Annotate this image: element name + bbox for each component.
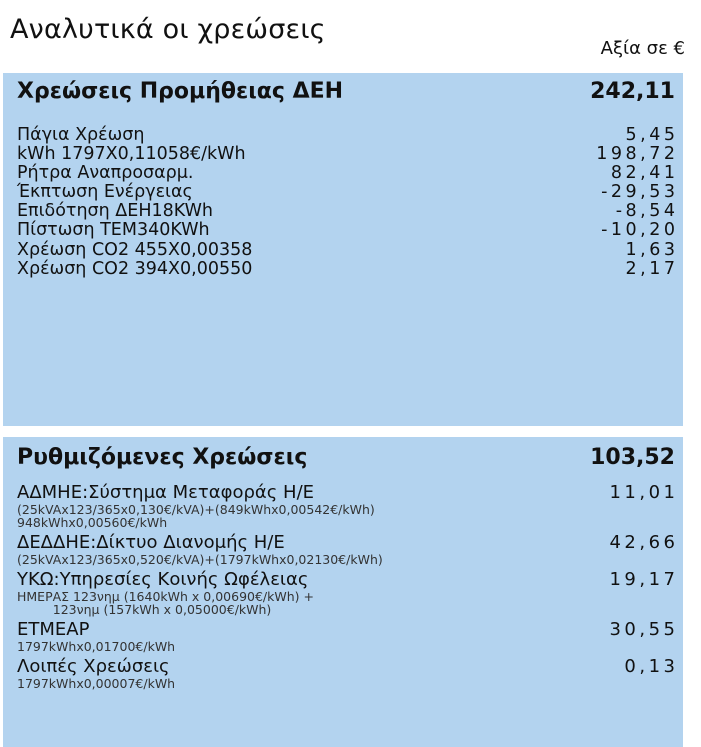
charge-label: kWh 1797X0,11058€/kWh [17, 144, 246, 165]
charge-amount: 82,41 [610, 163, 679, 184]
charge-row [17, 125, 679, 145]
item-label: ΑΔΜΗΕ:Σύστημα Μεταφοράς Η/Ε [17, 482, 315, 503]
regulated-charges-header [17, 445, 675, 470]
charge-label: Πίστωση ΤΕΜ340KWh [17, 220, 210, 241]
regulated-item-admie [17, 482, 679, 530]
charge-label: Χρέωση CO2 455X0,00358 [17, 239, 253, 260]
item-amount: 0,13 [624, 656, 679, 677]
supply-charges-total: 242,11 [590, 79, 675, 104]
charge-row [17, 144, 679, 165]
item-detail: 123νημ (157kWh x 0,05000€/kWh) [17, 602, 272, 617]
item-amount: 30,55 [609, 619, 679, 640]
supply-charges-list [17, 125, 679, 279]
item-detail: ΗΜΕΡΑΣ 123νημ (1640kWh x 0,00690€/kWh) + [17, 589, 314, 604]
supply-charges-header [17, 79, 675, 104]
charge-label: Επιδότηση ΔΕΗ18KWh [17, 201, 214, 222]
charge-row [17, 220, 679, 241]
charge-label: Χρέωση CO2 394X0,00550 [17, 258, 253, 279]
charge-row [17, 239, 679, 260]
item-label: Λοιπές Χρεώσεις [17, 656, 170, 677]
regulated-charges-list [17, 482, 679, 691]
item-detail: (25kVAx123/365x0,130€/kVA)+(849kWhx0,00542€/kWh) [17, 502, 375, 517]
charge-amount: 2,17 [625, 258, 679, 279]
supply-charges-panel [3, 73, 683, 426]
item-amount: 11,01 [609, 482, 679, 503]
charge-amount: -8,54 [615, 201, 679, 222]
charge-row [17, 258, 679, 279]
regulated-item-other [17, 656, 679, 691]
item-label: ΕΤΜΕΑΡ [17, 619, 90, 640]
regulated-item-etmear [17, 619, 679, 654]
item-label: ΥΚΩ:Υπηρεσίες Κοινής Ωφέλειας [17, 569, 309, 590]
item-detail: 1797kWhx0,01700€/kWh [17, 639, 176, 654]
item-detail: 1797kWhx0,00007€/kWh [17, 676, 176, 691]
item-amount: 42,66 [609, 532, 679, 553]
regulated-item-yko [17, 569, 679, 617]
charge-amount: -10,20 [601, 220, 679, 241]
charge-amount: 5,45 [625, 125, 679, 145]
item-detail: (25kVAx123/365x0,520€/kVA)+(1797kWhx0,02130€/kWh) [17, 552, 383, 567]
item-amount: 19,17 [609, 569, 679, 590]
charge-label: Ρήτρα Αναπροσαρμ. [17, 163, 194, 184]
currency-note: Αξία σε € [600, 38, 685, 59]
charge-amount: 1,63 [625, 239, 679, 260]
charge-row [17, 201, 679, 222]
regulated-item-deddie [17, 532, 679, 567]
page-title: Αναλυτικά οι χρεώσεις [10, 14, 326, 45]
regulated-charges-panel [3, 437, 683, 747]
regulated-charges-total: 103,52 [590, 445, 675, 470]
charge-label: Έκπτωση Ενέργειας [17, 182, 193, 203]
charge-amount: 198,72 [596, 144, 679, 165]
charge-row [17, 182, 679, 203]
regulated-charges-heading: Ρυθμιζόμενες Χρεώσεις [17, 445, 308, 470]
charge-label: Πάγια Χρέωση [17, 125, 145, 145]
charge-amount: -29,53 [601, 182, 679, 203]
supply-charges-heading: Χρεώσεις Προμήθειας ΔΕΗ [17, 79, 344, 104]
item-detail: 948kWhx0,00560€/kWh [17, 515, 168, 530]
charge-row [17, 163, 679, 184]
item-label: ΔΕΔΔΗΕ:Δίκτυο Διανομής Η/Ε [17, 532, 285, 553]
